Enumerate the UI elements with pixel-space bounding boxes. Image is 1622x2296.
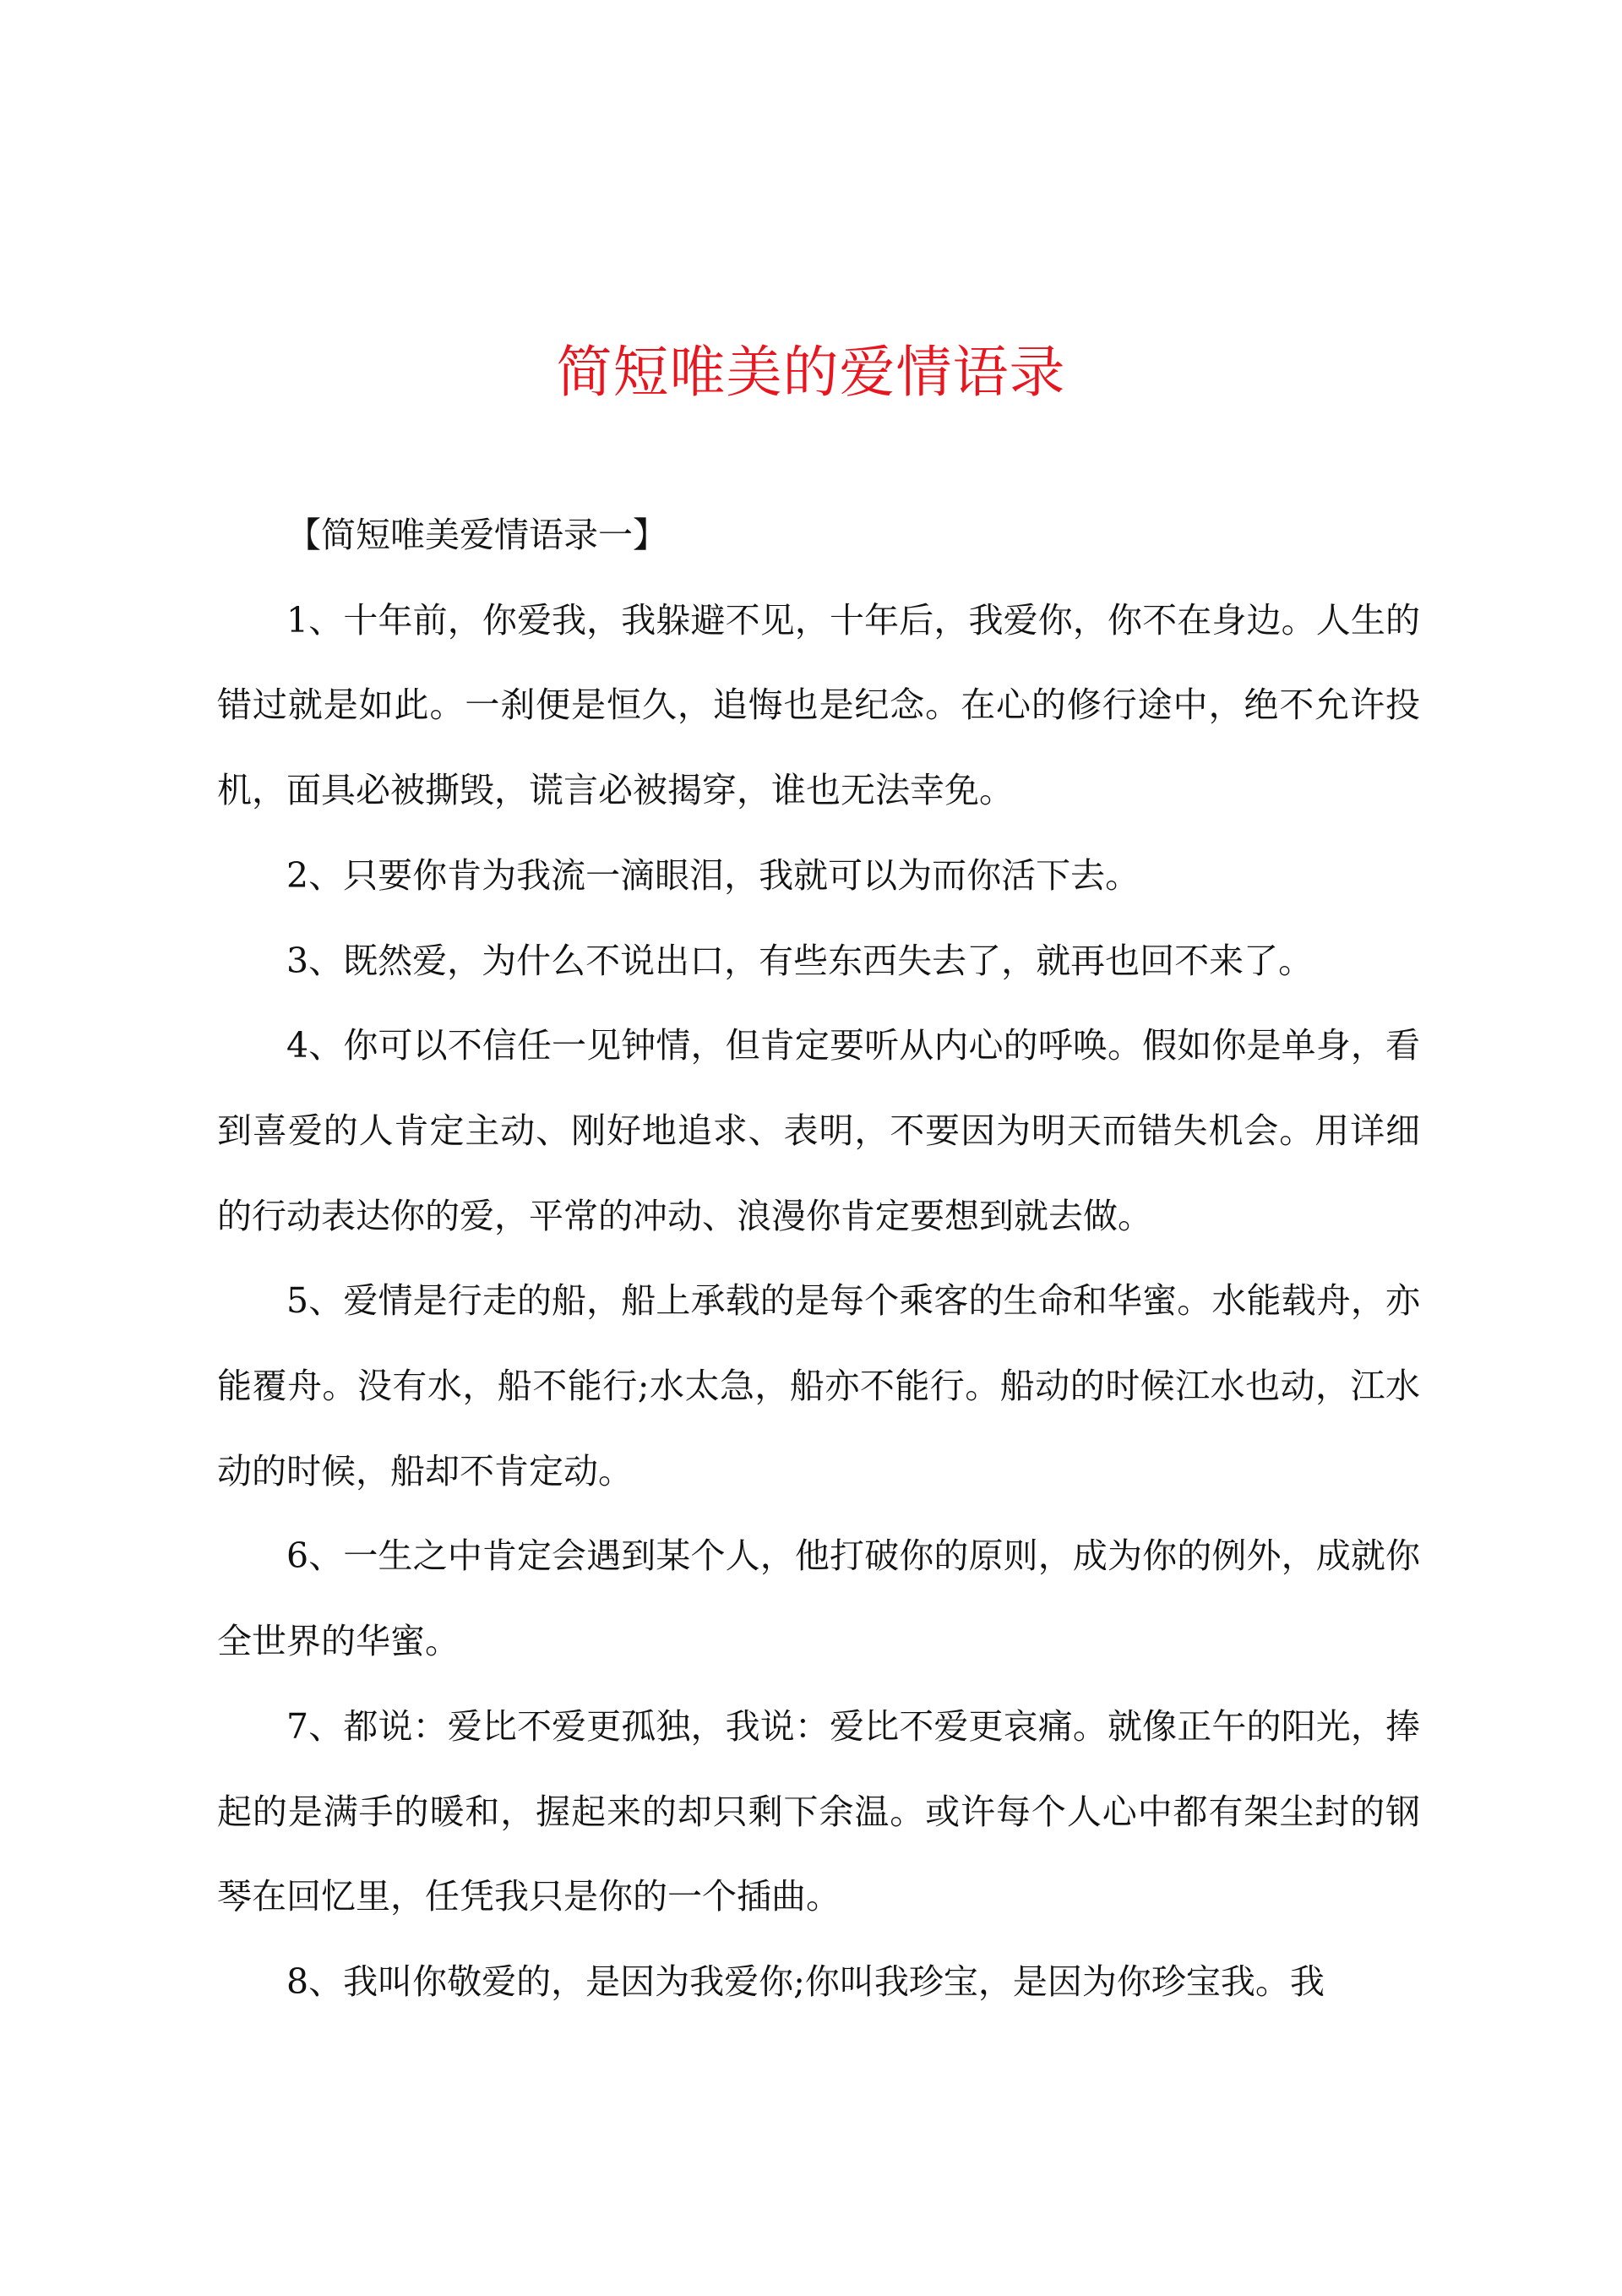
paragraph-1: 1、十年前，你爱我，我躲避不见，十年后，我爱你，你不在身边。人生的错过就是如此。一刹便是恒久，追悔也是纪念。在心的修行途中，绝不允许投机，面具必被撕毁，谎言必被揭穿，谁也无法幸免。 — [217, 599, 1420, 811]
paragraph-6: 6、一生之中肯定会遇到某个人，他打破你的原则，成为你的例外，成就你全世界的华蜜。 — [217, 1535, 1420, 1662]
paragraph-8: 8、我叫你敬爱的，是因为我爱你;你叫我珍宝，是因为你珍宝我。我 — [286, 1961, 1325, 2002]
paragraph-4: 4、你可以不信任一见钟情，但肯定要听从内心的呼唤。假如你是单身，看到喜爱的人肯定主动、刚好地追求、表明，不要因为明天而错失机会。用详细的行动表达你的爱，平常的冲动、浪漫你肯定要想到就去做。 — [217, 1025, 1420, 1236]
paragraph-3: 3、既然爱，为什么不说出口，有些东西失去了，就再也回不来了。 — [286, 940, 1314, 981]
section-heading: 【简短唯美爱情语录一】 — [286, 515, 667, 555]
paragraph-2: 2、只要你肯为我流一滴眼泪，我就可以为而你活下去。 — [286, 854, 1140, 896]
document-body — [217, 493, 1420, 2025]
document-title: 简短唯美的爱情语录 — [556, 340, 1066, 405]
paragraph-5: 5、爱情是行走的船，船上承载的是每个乘客的生命和华蜜。水能载舟，亦能覆舟。没有水，船不能行;水太急，船亦不能行。船动的时候江水也动，江水动的时候，船却不肯定动。 — [217, 1280, 1420, 1492]
paragraph-7: 7、都说：爱比不爱更孤独，我说：爱比不爱更哀痛。就像正午的阳光，捧起的是满手的暖和，握起来的却只剩下余温。或许每个人心中都有架尘封的钢琴在回忆里，任凭我只是你的一个插曲。 — [217, 1705, 1420, 1917]
